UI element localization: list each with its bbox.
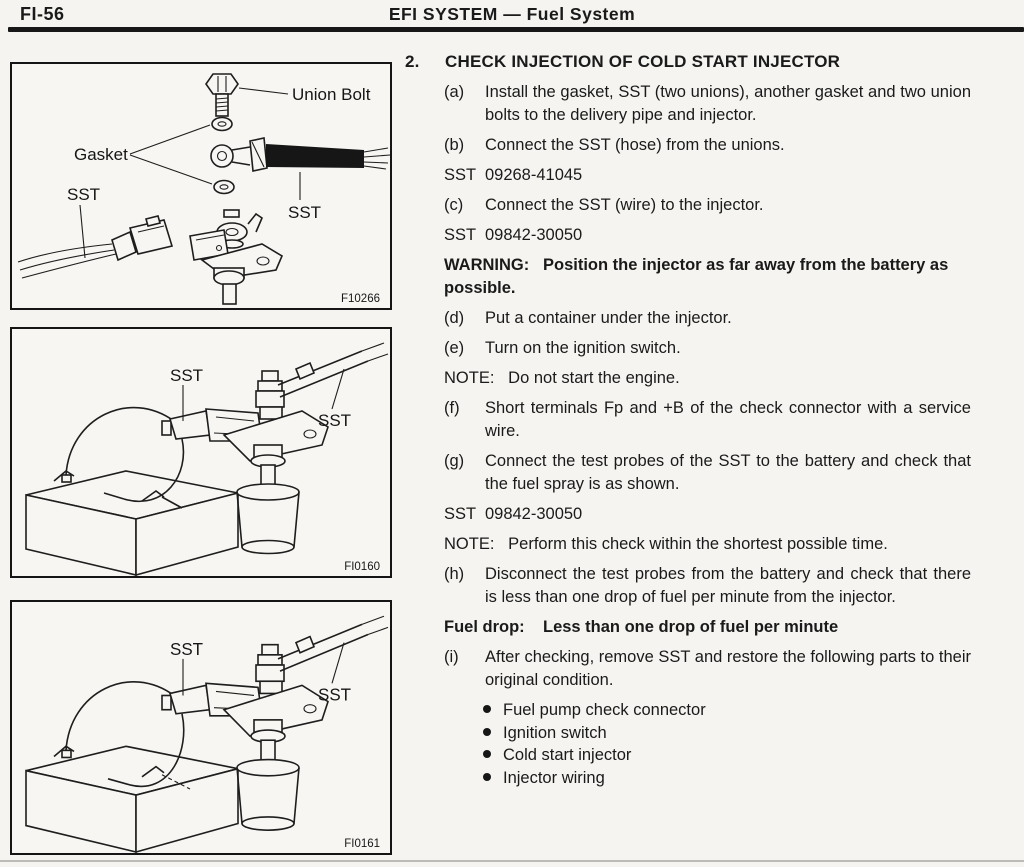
- fuel-drop-spec: Fuel drop: Less than one drop of fuel per minute: [444, 618, 839, 636]
- step-text: Connect the SST (wire) to the injector.: [485, 196, 764, 214]
- gasket-label: Gasket: [74, 145, 128, 164]
- container-drawing: [237, 484, 299, 554]
- list-item-text: Injector wiring: [503, 768, 605, 787]
- procedure-column: [405, 50, 971, 789]
- figure1-drawing: [12, 64, 390, 308]
- bullet-icon: [483, 728, 491, 736]
- figure3-code: FI0161: [344, 837, 380, 850]
- step-letter: (f): [444, 399, 460, 417]
- page-title: EFI SYSTEM — Fuel System: [388, 4, 636, 24]
- step-letter: (c): [444, 196, 464, 214]
- step-h: [405, 563, 971, 609]
- battery-drawing: [26, 746, 238, 852]
- sst-number-line: SST 09842-30050: [444, 505, 583, 523]
- step-text: Install the gasket, SST (two unions), another gasket and two union bolts to the delivery pipe and injector.: [485, 83, 971, 124]
- restore-parts-list: [405, 699, 971, 789]
- step-letter: (i): [444, 648, 459, 666]
- step-b: [405, 134, 971, 157]
- step-letter: (d): [444, 309, 465, 327]
- step-letter: (h): [444, 565, 465, 583]
- list-item: [483, 722, 971, 745]
- figure2-drawing: [12, 329, 390, 576]
- sst-hose-drawing: [211, 138, 390, 171]
- sst-number-line: SST 09268-41045: [444, 166, 583, 184]
- figure3-drawing: [12, 602, 390, 853]
- section-title: CHECK INJECTION OF COLD START INJECTOR: [445, 52, 841, 71]
- list-item: [483, 699, 971, 722]
- cold-start-injector-drawing: [190, 210, 282, 304]
- union-bolt-leader-line: [239, 88, 288, 94]
- list-item-text: Cold start injector: [503, 746, 632, 764]
- step-f: [405, 397, 971, 443]
- warning-note: WARNING: Position the injector as far away from the battery as possible.: [444, 256, 953, 297]
- step-i: [405, 646, 971, 692]
- container-drawing: [237, 760, 299, 831]
- page-bottom-scan-line: [0, 860, 1024, 862]
- page-number: FI-56: [20, 4, 65, 24]
- figure-fuel-drop-check: [10, 600, 392, 855]
- battery-drawing: [26, 471, 238, 575]
- section-number: 2.: [405, 52, 420, 71]
- step-a: [405, 81, 971, 127]
- sst-wire-leader-line: [80, 205, 85, 258]
- figure2-code: FI0160: [344, 561, 380, 573]
- sst-hose-label: SST: [288, 203, 322, 222]
- sst-hose-label: SST: [318, 411, 352, 430]
- bullet-icon: [483, 705, 491, 713]
- union-bolt-drawing: [206, 74, 238, 116]
- bullet-icon: [483, 773, 491, 781]
- step-text: Put a container under the injector.: [485, 309, 732, 327]
- gasket-leader-lines: [130, 125, 212, 184]
- sst-wire-label: SST: [170, 366, 204, 385]
- step-letter: (a): [444, 83, 465, 101]
- note-line: NOTE: Perform this check within the shortest possible time.: [444, 535, 888, 553]
- step-letter: (g): [444, 452, 465, 470]
- sst-hose-label: SST: [318, 684, 352, 705]
- step-text: Connect the SST (hose) from the unions.: [485, 136, 785, 154]
- step-g: [405, 450, 971, 496]
- sst-wire-label: SST: [170, 638, 204, 659]
- bullet-icon: [483, 750, 491, 758]
- list-item: [483, 744, 971, 767]
- step-c: [405, 194, 971, 217]
- step-letter: (b): [444, 136, 465, 154]
- step-text: Short terminals Fp and +B of the check connector with a service wire.: [485, 399, 971, 440]
- step-d: [405, 307, 971, 330]
- figure-cold-start-injector-sst-parts: [10, 62, 392, 310]
- section-heading: [405, 50, 971, 73]
- figure-fuel-spray-check: [10, 327, 392, 578]
- sst-number-line: SST 09842-30050: [444, 226, 583, 244]
- step-e: [405, 337, 971, 360]
- sst-wire-label: SST: [67, 185, 101, 204]
- step-text: Connect the test probes of the SST to the battery and check that the fuel spray is as shown.: [485, 452, 971, 493]
- step-letter: (e): [444, 339, 465, 357]
- list-item: [483, 767, 971, 790]
- figure1-code: F10266: [340, 293, 380, 305]
- sst-wire-connector-drawing: [18, 216, 172, 278]
- step-text: Disconnect the test probes from the battery and check that there is less than one drop of fuel per minute from the injector.: [485, 565, 971, 606]
- list-item-text: Fuel pump check connector: [503, 701, 706, 719]
- list-item-text: Ignition switch: [503, 723, 607, 742]
- step-text: After checking, remove SST and restore the following parts to their original condition.: [485, 648, 971, 689]
- step-text: Turn on the ignition switch.: [485, 339, 681, 357]
- header-divider: [8, 27, 1024, 32]
- note-line: NOTE: Do not start the engine.: [444, 369, 680, 387]
- union-bolt-label: Union Bolt: [292, 85, 371, 104]
